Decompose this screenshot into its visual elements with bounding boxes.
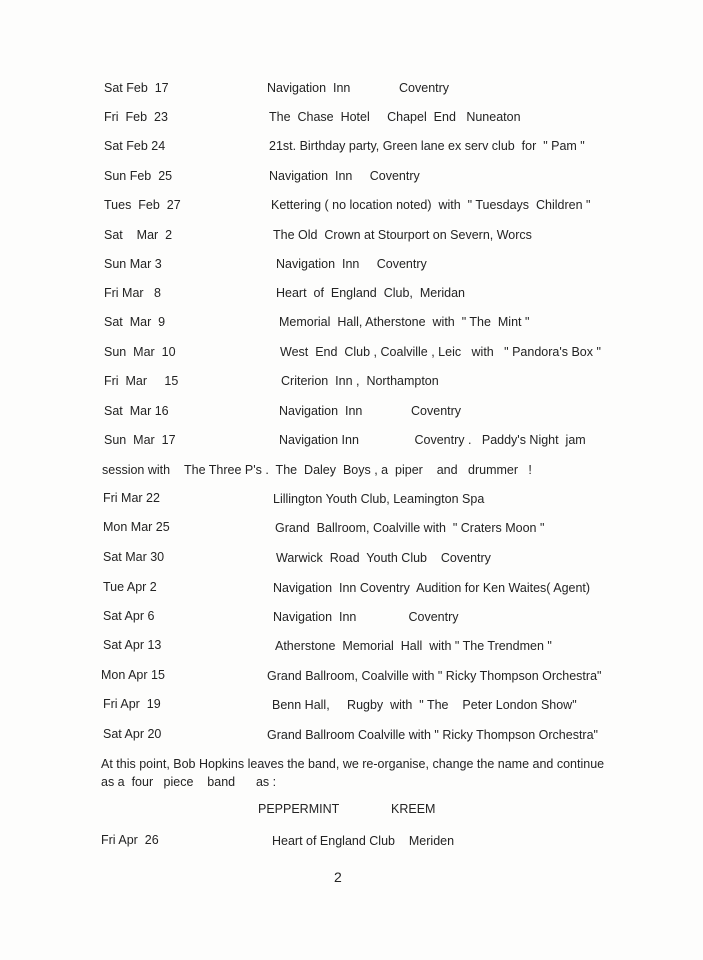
schedule-details: Grand Ballroom, Coalville with " Craters Moon " — [275, 521, 545, 535]
schedule-details: Criterion Inn , Northampton — [281, 374, 439, 388]
continuation-text: The Three P's . The Daley Boys , a piper and drummer ! — [184, 463, 532, 477]
schedule-date: Sun Feb 25 — [104, 169, 173, 183]
schedule-date: Fri Mar 8 — [104, 286, 161, 300]
schedule-date: Fri Feb 23 — [104, 110, 168, 124]
schedule-details: Lillington Youth Club, Leamington Spa — [273, 492, 485, 506]
continuation-lead: session with — [102, 463, 171, 477]
schedule-date: Sun Mar 17 — [104, 433, 176, 447]
schedule-date: Fri Mar 22 — [103, 491, 160, 505]
schedule-details: West End Club , Coalville , Leic with " Pandora's Box " — [280, 345, 601, 359]
note-line: as a four piece band as : — [101, 775, 277, 789]
schedule-date: Tues Feb 27 — [104, 198, 181, 212]
schedule-details: Navigation Inn Coventry — [276, 257, 427, 271]
schedule-details: 21st. Birthday party, Green lane ex serv club for " Pam " — [269, 139, 585, 153]
schedule-details: Grand Ballroom Coalville with " Ricky Thompson Orchestra" — [267, 728, 598, 742]
schedule-details: Heart of England Club, Meridan — [276, 286, 465, 300]
schedule-date: Fri Mar 15 — [104, 374, 179, 388]
schedule-details: Navigation Inn Coventry — [267, 81, 450, 95]
schedule-details: Navigation Inn Coventry — [279, 404, 462, 418]
schedule-details: Heart of England Club Meriden — [272, 834, 455, 848]
page-number: 2 — [334, 869, 342, 885]
schedule-date: Sun Mar 10 — [104, 345, 176, 359]
schedule-details: Navigation Inn Coventry — [273, 610, 459, 624]
schedule-details: The Chase Hotel Chapel End Nuneaton — [269, 110, 521, 124]
note-line: At this point, Bob Hopkins leaves the band, we re-organise, change the name and continue — [101, 757, 605, 771]
schedule-details: Benn Hall, Rugby with " The Peter London Show" — [272, 698, 577, 712]
schedule-date: Sun Mar 3 — [104, 257, 162, 271]
schedule-date: Sat Mar 16 — [104, 404, 169, 418]
schedule-date: Sat Apr 13 — [103, 638, 162, 652]
schedule-details: Grand Ballroom, Coalville with " Ricky Thompson Orchestra" — [267, 669, 602, 683]
schedule-details: Navigation Inn Coventry — [269, 169, 420, 183]
schedule-date: Sat Apr 6 — [103, 609, 155, 623]
band-name-first: PEPPERMINT — [258, 802, 340, 816]
schedule-date: Sat Feb 24 — [104, 139, 166, 153]
schedule-date: Sat Mar 2 — [104, 228, 173, 242]
schedule-details: Kettering ( no location noted) with " Tuesdays Children " — [271, 198, 591, 212]
schedule-date: Fri Apr 19 — [103, 697, 161, 711]
schedule-details: Navigation Inn Coventry . Paddy's Night jam — [279, 433, 586, 447]
schedule-date: Mon Apr 15 — [101, 668, 165, 682]
schedule-date: Sat Mar 9 — [104, 315, 166, 329]
schedule-date: Fri Apr 26 — [101, 833, 159, 847]
schedule-details: Atherstone Memorial Hall with " The Trendmen " — [275, 639, 552, 653]
schedule-details: Navigation Inn Coventry Audition for Ken Waites( Agent) — [273, 581, 591, 595]
schedule-date: Sat Feb 17 — [104, 81, 169, 95]
schedule-date: Sat Mar 30 — [103, 550, 165, 564]
schedule-date: Sat Apr 20 — [103, 727, 162, 741]
schedule-date: Tue Apr 2 — [103, 580, 157, 594]
band-name-second: KREEM — [391, 802, 436, 816]
schedule-details: Memorial Hall, Atherstone with " The Mint " — [279, 315, 530, 329]
schedule-details: The Old Crown at Stourport on Severn, Worcs — [273, 228, 532, 242]
schedule-details: Warwick Road Youth Club Coventry — [276, 551, 491, 565]
schedule-date: Mon Mar 25 — [103, 520, 170, 534]
